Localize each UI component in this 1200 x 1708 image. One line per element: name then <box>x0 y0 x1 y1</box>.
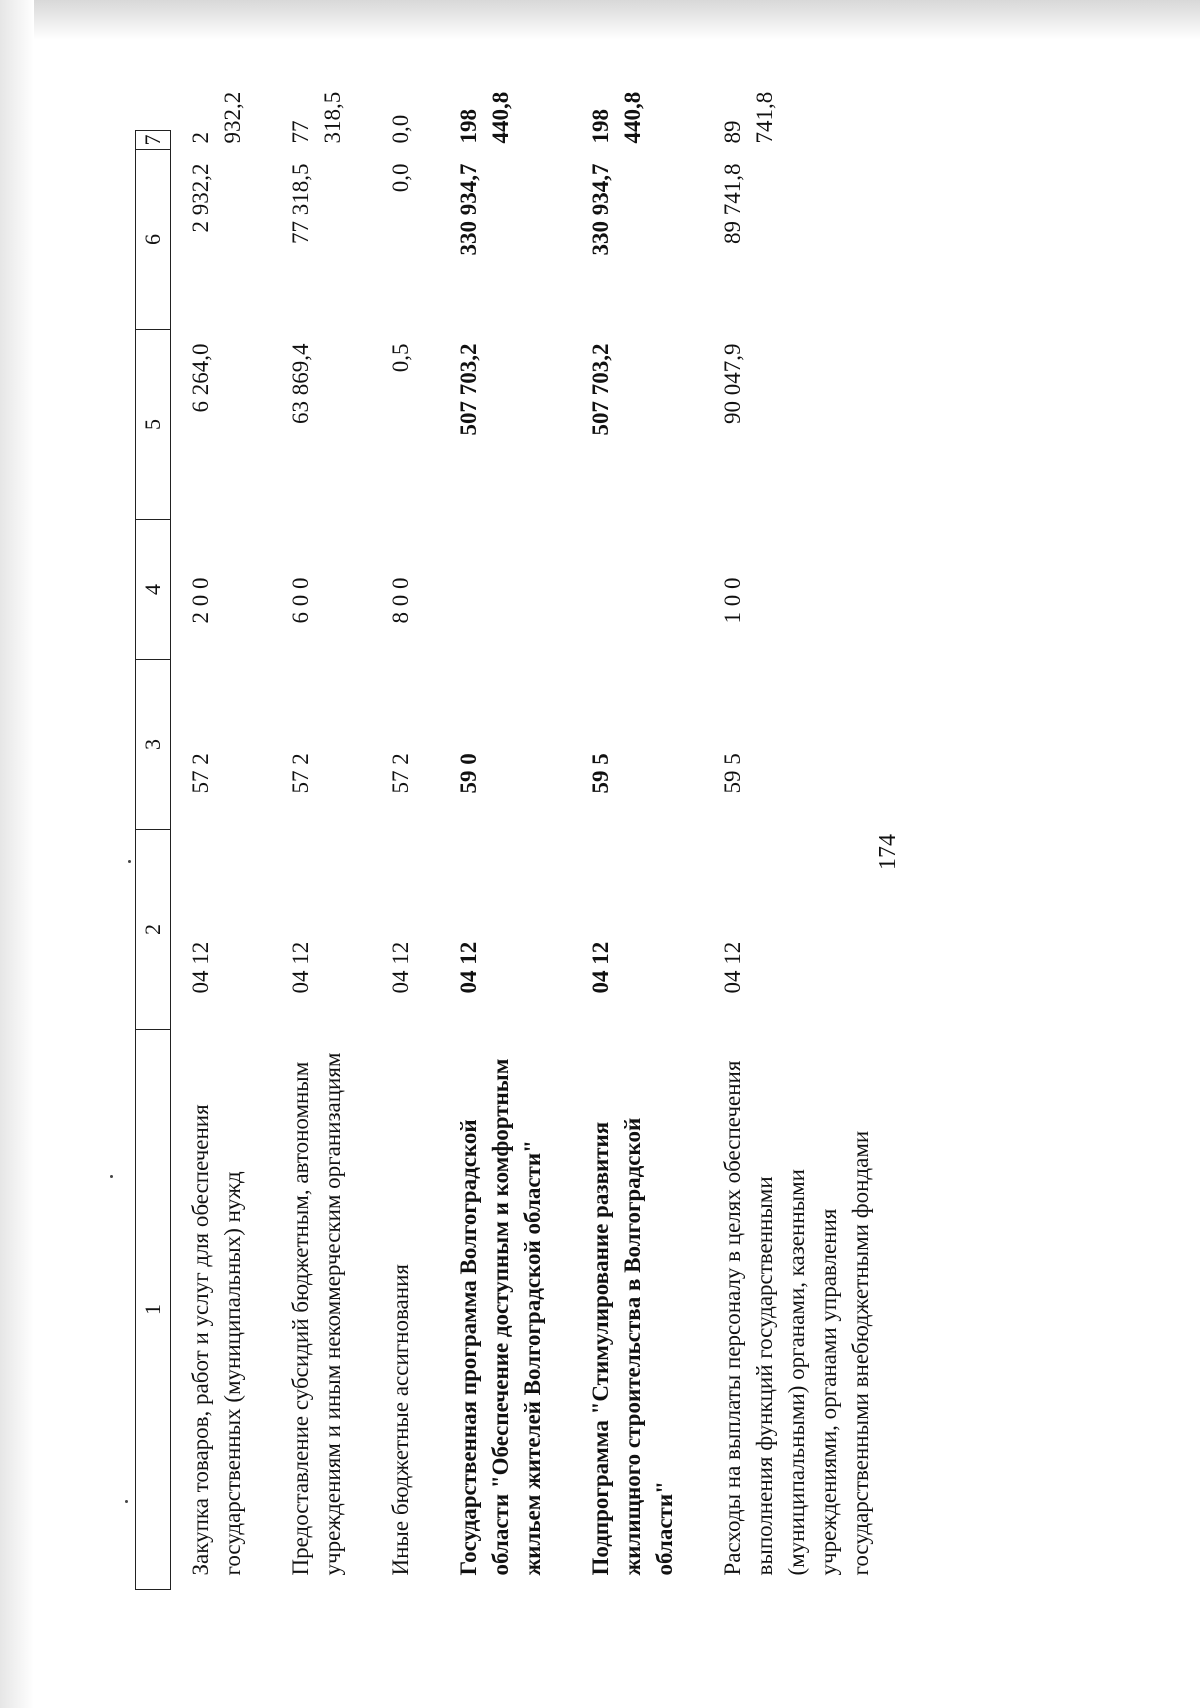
col-header-2: 2 <box>136 830 171 1030</box>
scan-shadow-top <box>0 0 1200 40</box>
row-program-code: 59 5 <box>588 753 613 794</box>
row-description: Закупка товаров, работ и услуг для обеспечения государственных (муниципальных) нужд <box>188 1104 245 1576</box>
row-description: Подпрограмма "Стимулирование развития жилищного строительства в Волгоградской области" <box>588 1117 677 1576</box>
page-number: 174 <box>875 834 901 870</box>
row-value-6: 330 934,7 <box>588 163 613 256</box>
row-value-7: 198 440,8 <box>456 91 513 144</box>
row-value-6: 330 934,7 <box>456 163 481 256</box>
row-description: Предоставление субсидий бюджетным, автономным учреждениям и иным некоммерческим организациям <box>288 1052 345 1576</box>
row-value-6: 0,0 <box>388 163 413 193</box>
row-value-7: 2 932,2 <box>188 91 245 144</box>
row-section-code: 04 12 <box>288 941 313 994</box>
row-program-code: 57 2 <box>288 753 313 794</box>
row-section-code: 04 12 <box>188 941 213 994</box>
row-value-5: 90 047,9 <box>720 343 745 424</box>
row-expense-type: 6 0 0 <box>288 577 313 624</box>
row-program-code: 57 2 <box>188 753 213 794</box>
row-description: Государственная программа Волгоградской области "Обеспечение доступным и комфортным жильем жителей Волгоградской области" <box>456 1058 545 1576</box>
col-header-5: 5 <box>136 330 171 520</box>
row-expense-type <box>439 520 571 660</box>
table-row <box>439 131 571 1590</box>
row-description: Иные бюджетные ассигнования <box>388 1264 413 1576</box>
row-program-code: 59 5 <box>720 753 745 794</box>
row-value-5: 507 703,2 <box>456 343 481 436</box>
row-program-code: 59 0 <box>456 753 481 794</box>
table-row <box>171 131 272 1590</box>
col-header-6: 6 <box>136 150 171 330</box>
row-expense-type: 8 0 0 <box>388 577 413 624</box>
header-row <box>136 131 171 1590</box>
col-header-3: 3 <box>136 660 171 830</box>
row-value-5: 507 703,2 <box>588 343 613 436</box>
row-value-6: 2 932,2 <box>188 163 213 233</box>
row-section-code: 04 12 <box>388 941 413 994</box>
row-expense-type: 1 0 0 <box>720 577 745 624</box>
col-header-1: 1 <box>136 1030 171 1590</box>
row-expense-type <box>571 520 703 660</box>
row-value-7: 198 440,8 <box>588 91 645 144</box>
table-row <box>571 131 703 1590</box>
budget-table <box>135 91 899 1590</box>
row-value-7: 89 741,8 <box>720 91 777 144</box>
row-value-5: 6 264,0 <box>188 343 213 413</box>
row-value-5: 0,5 <box>388 343 413 373</box>
col-header-4: 4 <box>136 520 171 660</box>
row-value-6: 77 318,5 <box>288 163 313 244</box>
scan-shadow-left <box>0 0 34 1708</box>
table-row <box>371 131 439 1590</box>
row-description: Расходы на выплаты персоналу в целях обеспечения выполнения функций государственными (муниципальными) органами, казенными учреждениями, органами управления государственными внебюджетными фондами <box>720 1060 873 1576</box>
row-value-7: 77 318,5 <box>288 91 345 144</box>
rotated-page <box>40 90 1140 1690</box>
table-row <box>271 131 371 1590</box>
row-section-code: 04 12 <box>588 941 613 994</box>
row-expense-type: 2 0 0 <box>188 577 213 624</box>
table-row <box>703 131 899 1590</box>
row-program-code: 57 2 <box>388 753 413 794</box>
col-header-7: 7 <box>136 131 171 150</box>
row-value-7: 0,0 <box>388 114 413 144</box>
row-value-6: 89 741,8 <box>720 163 745 244</box>
row-section-code: 04 12 <box>720 941 745 994</box>
row-value-5: 63 869,4 <box>288 343 313 424</box>
row-section-code: 04 12 <box>456 941 481 994</box>
